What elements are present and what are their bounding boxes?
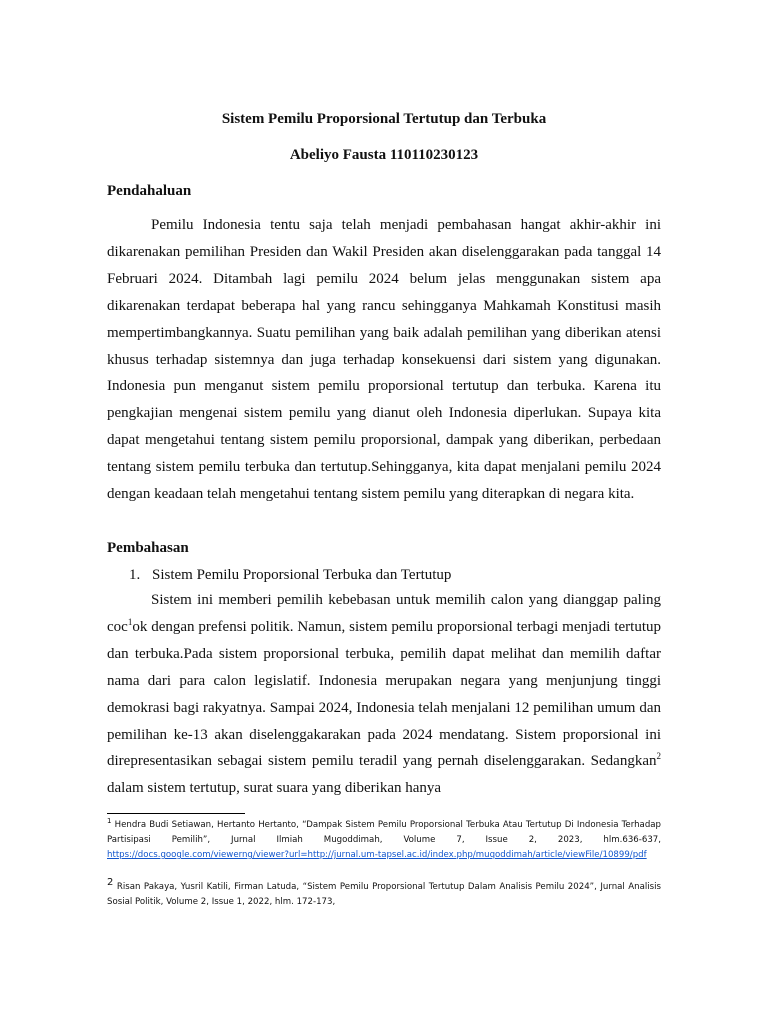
footnote-ref-2[interactable]: 2 [656,751,661,762]
footnote-2-text: Risan Pakaya, Yusril Katili, Firman Latuda, “Sistem Pemilu Proporsional Tertutup Dalam Analisis Pemilu 2024”, Jurnal Analisis Sosial Politik, Volume 2, Issue 1, 2022, hlm. 172-173, [107,882,661,907]
body-text-part1: Sistem ini memberi pemilih kebebasan untuk memilih calon yang dianggap paling coc [107,592,661,635]
list-item [129,565,451,585]
footnote-2-marker: 2 [107,877,114,889]
body-text-part3: dalam sistem tertutup, surat suara yang diberikan hanya [107,780,442,797]
footnote-separator [107,813,245,814]
body-heading: Pembahasan [107,540,189,556]
intro-heading: Pendahaluan [107,183,192,199]
intro-paragraph: Pemilu Indonesia tentu saja telah menjadi pembahasan hangat akhir-akhir ini dikarenakan pemilihan Presiden dan Wakil Presiden akan diselenggarakan pada tanggal 14 Februari 2024. Ditambah lagi pemilu 2024 belum jelas menggunakan sistem apa dikarenakan terdapat beberapa hal yang rancu sehingganya Mahkamah Konstitusi masih mempertimbangkannya. Suatu pemilihan yang baik adalah pemilihan yang diberikan atensi khusus terhadap sistemnya dan juga terhadap konsekuensi dari sistem yang digunakan. Indonesia pun menganut sistem pemilu proporsional tertutup dan terbuka. Karena itu pengkajian mengenai sistem pemilu yang dianut oleh Indonesia diperlukan. Supaya kita dapat mengetahui tentang sistem pemilu proporsional, dampak yang diberikan, perbedaan tentang sistem pemilu terbuka dan tertutup.Sehingganya, kita dapat menjalani pemilu 2024 dengan keadaan telah mengetahui tentang sistem pemilu yang diterapkan di negara kita. [107,217,661,503]
body-paragraph [107,587,661,802]
footnote-2 [107,877,661,910]
footnote-1-marker: 1 [107,817,112,826]
author-line: Abeliyo Fausta 110110230123 [289,147,479,163]
list-item-label: Sistem Pemilu Proporsional Terbuka dan Tertutup [152,567,452,583]
body-text-part2: ok dengan prefensi politik. Namun, sistem pemilu proporsional terbagi menjadi tertutup dan terbuka.Pada sistem proporsional terbuka, pemilih dapat melihat dan memilih daftar nama dari para calon legislatif. Indonesia merupakan negara yang menjunjung tinggi demokrasi bagi rakyatnya. Sampai 2024, Indonesia telah menjalani 12 pemilihan umum dan pemilihan ke-13 akan diselenggakarakan pada 2024 mendatang. Sistem proporsional ini direpresentasikan sebagai sistem pemilu teradil yang pernah diselenggarakan. Sedangkan [107,618,661,770]
footnote-1 [107,818,661,863]
footnote-ref-1[interactable]: 1 [127,616,133,627]
footnote-1-link[interactable]: https://docs.google.com/viewerng/viewer?url=http://jurnal.um-tapsel.ac.id/index.php/muqoddimah/article/viewFile/10899/pdf [107,850,647,860]
document-title: Sistem Pemilu Proporsional Tertutup dan Terbuka [221,111,547,127]
footnote-1-text: Hendra Budi Setiawan, Hertanto Hertanto, “Dampak Sistem Pemilu Proporsional Terbuka Atau Tertutup Di Indonesia Terhadap Partisipasi Pemilih”, Jurnal Ilmiah Mugoddimah, Volume 7, Issue 2, 2023, hlm.636-637, [107,820,661,845]
list-item-number: 1. [129,567,141,583]
